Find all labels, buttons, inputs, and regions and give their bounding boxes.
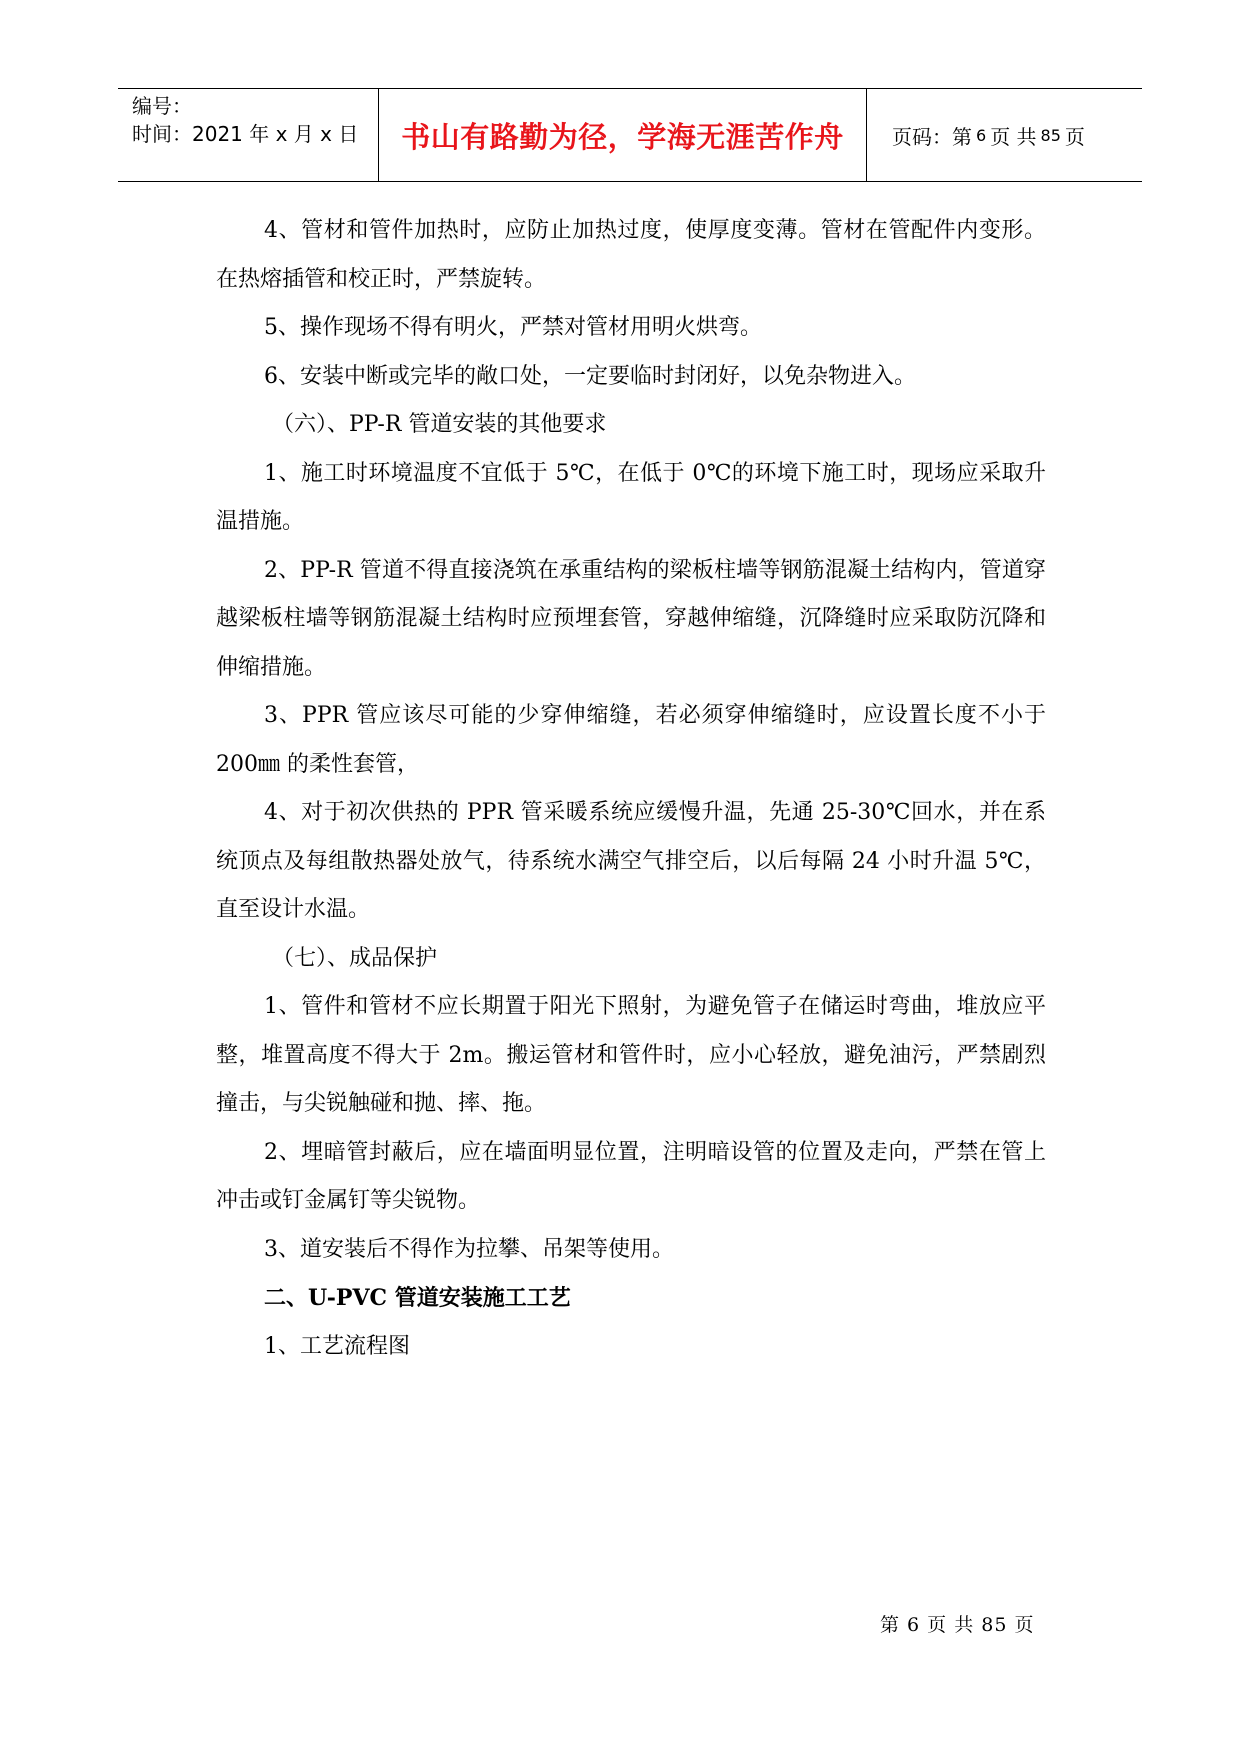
paragraph: 2、PP-R 管道不得直接浇筑在承重结构的梁板柱墙等钢筋混凝土结构内，管道穿越梁板柱墙等钢筋混凝土结构时应预埋套管，穿越伸缩缝，沉降缝时应采取防沉降和伸缩措施。: [216, 557, 1046, 680]
section-subheading: （六）、PP-R 管道安装的其他要求: [272, 412, 607, 437]
paragraph: 3、道安装后不得作为拉攀、吊架等使用。: [264, 1236, 674, 1262]
page-mid: 页 共: [990, 124, 1037, 149]
header-meta: [132, 89, 376, 181]
section-heading: 二、U-PVC 管道安装施工工艺: [264, 1285, 571, 1311]
page-current: 6: [976, 125, 987, 145]
paragraph: 4、管材和管件加热时，应防止加热过度，使厚度变薄。管材在管配件内变形。在热熔插管和校正时，严禁旋转。: [216, 218, 1046, 292]
document-body: [216, 207, 1046, 1371]
page-header: [118, 88, 1142, 182]
document-date: 时间：2021 年 x 月 x 日: [132, 122, 359, 146]
paragraph: 2、埋暗管封蔽后，应在墙面明显位置，注明暗设管的位置及走向，严禁在管上冲击或钉金属钉等尖锐物。: [216, 1139, 1046, 1213]
page-suffix: 页: [1064, 124, 1085, 149]
paragraph: 4、对于初次供热的 PPR 管采暖系统应缓慢升温，先通 25-30℃回水，并在系统顶点及每组散热器处放气，待系统水满空气排空后，以后每隔 24 小时升温 5℃，直至设计水温。: [216, 800, 1046, 922]
paragraph: 5、操作现场不得有明火，严禁对管材用明火烘弯。: [264, 315, 762, 340]
header-page-info: [878, 89, 1142, 181]
page-prefix: 页码：第: [892, 124, 972, 149]
paragraph: 3、PPR 管应该尽可能的少穿伸缩缝，若必须穿伸缩缝时，应设置长度不小于 200㎜ 的柔性套管，: [216, 703, 1046, 777]
paragraph: 1、工艺流程图: [264, 1333, 410, 1359]
paragraph: 1、施工时环境温度不宜低于 5℃，在低于 0℃的环境下施工时，现场应采取升温措施。: [216, 460, 1046, 534]
page-total: 85: [1040, 125, 1061, 145]
section-subheading: （七）、成品保护: [272, 945, 438, 971]
page-footer: 第 6 页 共 85 页: [880, 1614, 1035, 1636]
paragraph: 6、安装中断或完毕的敞口处，一定要临时封闭好，以免杂物进入。: [264, 363, 916, 389]
header-motto: 书山有路勤为径，学海无涯苦作舟: [378, 89, 867, 181]
document-number-label: 编号：: [132, 94, 192, 118]
paragraph: 1、管件和管材不应长期置于阳光下照射，为避免管子在储运时弯曲，堆放应平整，堆置高度不得大于 2m。搬运管材和管件时，应小心轻放，避免油污，严禁剧烈撞击，与尖锐触碰和抛、摔、拖。: [216, 994, 1046, 1116]
